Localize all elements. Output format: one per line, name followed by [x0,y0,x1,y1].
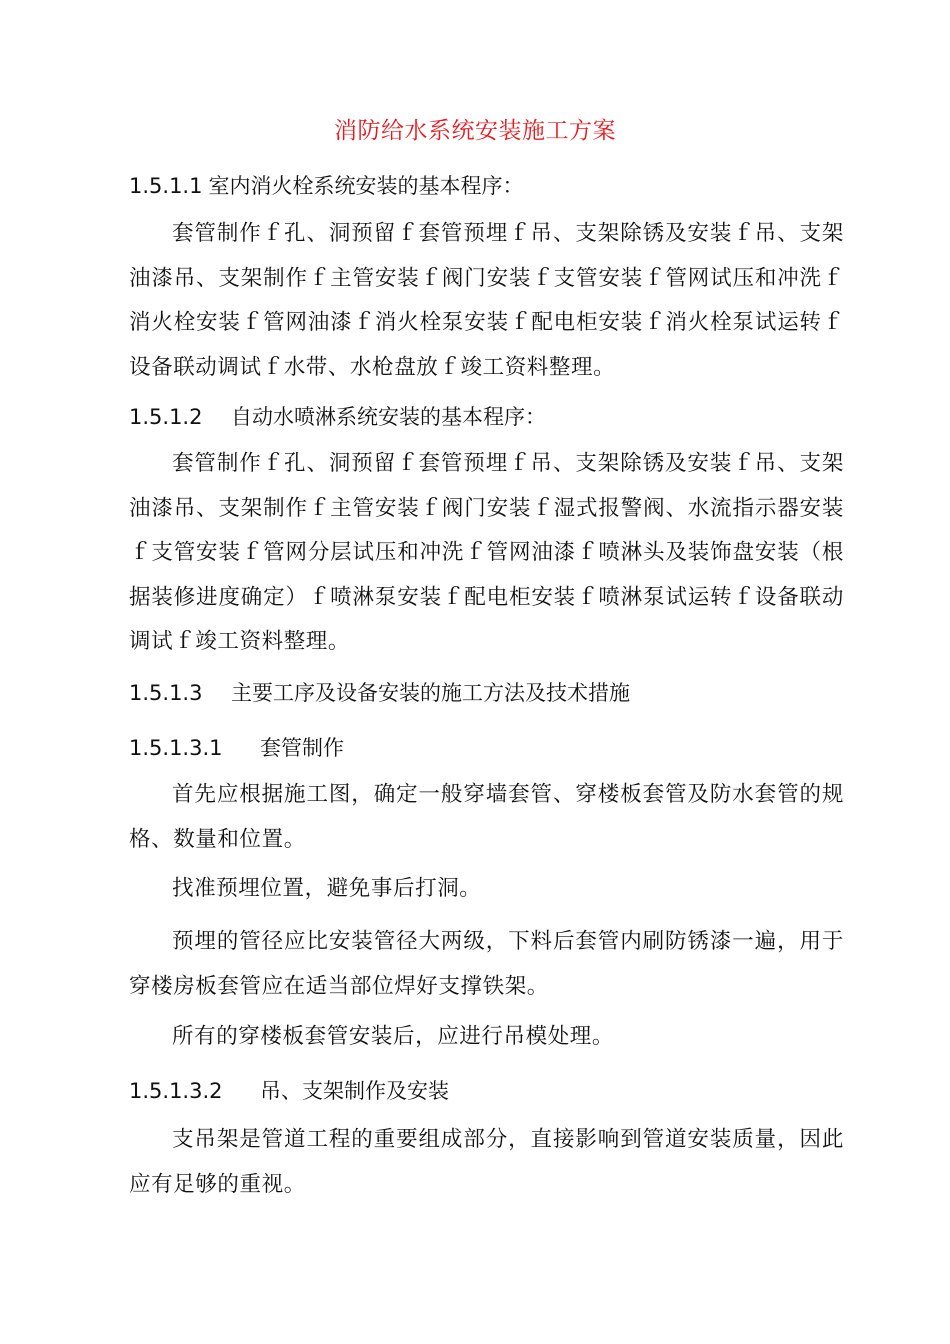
section-number: 1.5.1.3 [129,681,203,705]
paragraph: 找准预埋位置，避免事后打洞。 [172,876,482,901]
section-number: 1.5.1.1 [129,174,203,198]
section-number: 1.5.1.3.1 [129,736,223,760]
paragraph: 预埋的管径应比安装管径大两级，下料后套管内刷防锈漆一遍，用于穿楼房板套管应在适当部位焊好支撑铁架。 [129,929,844,999]
section-heading-text: 主要工序及设备安装的施工方法及技术措施 [231,681,630,705]
paragraph: 套管制作ｆ孔、洞预留ｆ套管预埋ｆ吊、支架除锈及安装ｆ吊、支架油漆吊、支架制作ｆ主管安装ｆ阀门安装ｆ支管安装ｆ管网试压和冲洗ｆ消火栓安装ｆ管网油漆ｆ消火栓泵安装ｆ配电柜安装ｆ消火栓泵试运转ｆ设备联动调试ｆ水带、水枪盘放ｆ竣工资料整理。 [129,221,845,380]
section-heading [129,1074,449,1108]
document-title: 消防给水系统安装施工方案 [334,118,616,144]
section-heading [129,400,546,434]
section-heading-text: 吊、支架制作及安装 [260,1079,449,1103]
paragraph: 套管制作ｆ孔、洞预留ｆ套管预埋ｆ吊、支架除锈及安装ｆ吊、支架油漆吊、支架制作ｆ主管安装ｆ阀门安装ｆ湿式报警阀、水流指示器安装ｆ支管安装ｆ管网分层试压和冲洗ｆ管网油漆ｆ喷淋头及装饰盘安装（根据装修进度确定）ｆ喷淋泵安装ｆ配电柜安装ｆ喷淋泵试运转ｆ设备联动调试ｆ竣工资料整理。 [129,451,845,654]
paragraph: 支吊架是管道工程的重要组成部分，直接影响到管道安装质量，因此应有足够的重视。 [129,1127,844,1197]
section-heading-text: 套管制作 [260,736,344,760]
section-number: 1.5.1.3.2 [129,1079,223,1103]
section-heading-text: 室内消火栓系统安装的基本程序： [208,174,524,198]
section-heading [129,731,344,765]
paragraph: 首先应根据施工图，确定一般穿墙套管、穿楼板套管及防水套管的规格、数量和位置。 [129,782,844,852]
section-heading [129,676,630,710]
section-heading-text: 自动水喷淋系统安装的基本程序： [231,405,546,429]
section-number: 1.5.1.2 [129,405,203,429]
paragraph: 所有的穿楼板套管安装后，应进行吊模处理。 [172,1024,615,1049]
section-heading [129,169,523,203]
